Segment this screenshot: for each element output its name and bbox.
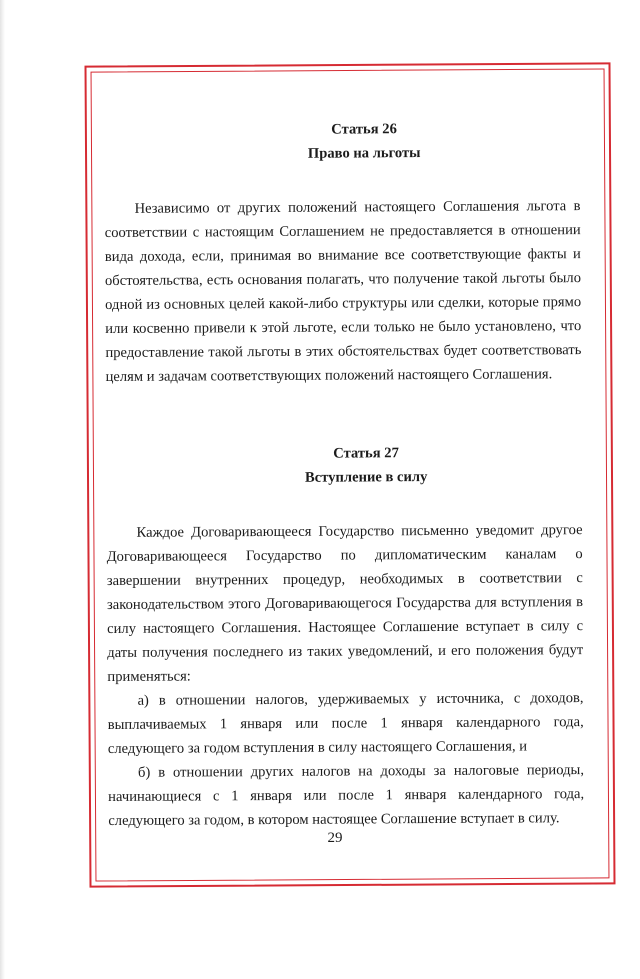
article-27-paragraph-a: а) в отношении налогов, удерживаемых у источника, с доходов, выплачиваемых 1 января или после 1 января календарного года, следующего за годом вступления в силу настоящего Соглашения, и <box>107 690 584 757</box>
article-26 <box>104 116 582 389</box>
page-content <box>104 116 584 833</box>
article-26-number: Статья 26 <box>331 121 397 138</box>
article-27-number: Статья 27 <box>333 445 399 462</box>
article-27 <box>106 440 584 833</box>
article-27-paragraph-main: Каждое Договаривающееся Государство письменно уведомит другое Договаривающееся Государство по дипломатическим каналам о завершении внутренних процедур, необходимых в соответствии с законодательством этого Договаривающегося Государства для вступления в силу настоящего Соглашения. Настоящее Соглашение вступает в силу с даты получения последнего из таких уведомлений, и его положения будут применяться: <box>106 522 584 685</box>
article-26-paragraph: Независимо от других положений настоящего Соглашения льгота в соответствии с настоящим Соглашением не предоставляется в отношении вида дохода, если, принимая во внимание все соответствующие факты и обстоятельства, есть основания полагать, что получение такой льготы было одной из основных целей какой-либо структуры или сделки, которые прямо или косвенно привели к этой льготе, если только не было установлено, что предоставление такой льготы в этих обстоятельствах будет соответствовать целям и задачам соответствующих положений настоящего Соглашения. <box>104 198 582 385</box>
page-number: 29 <box>327 830 343 846</box>
article-26-title: Право на льготы <box>307 145 421 162</box>
article-27-paragraph-b: б) в отношении других налогов на доходы за налоговые периоды, начинающиеся с 1 января или после 1 января календарного года, следующего за годом, в котором настоящее Соглашение вступает в силу. <box>108 762 585 829</box>
article-27-title: Вступление в силу <box>304 469 428 486</box>
